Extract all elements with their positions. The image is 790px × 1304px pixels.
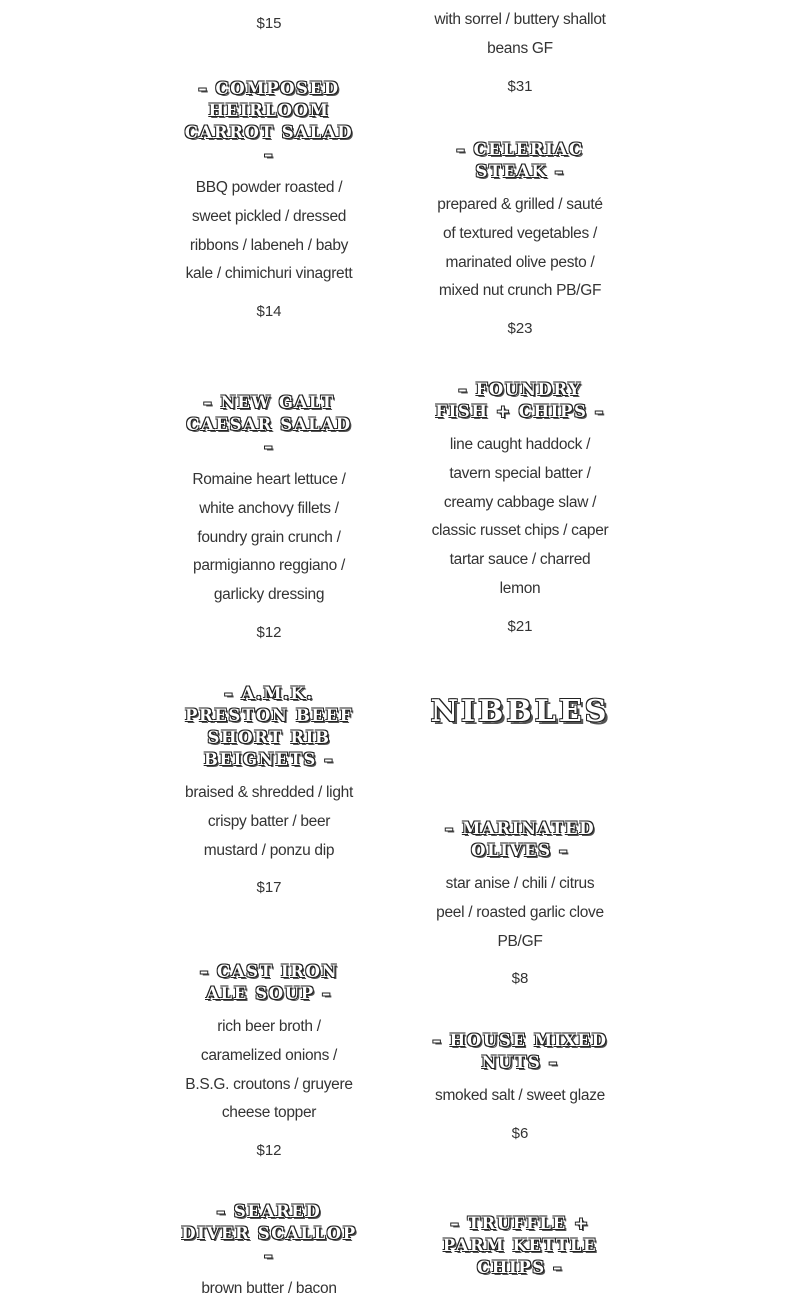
menu-item-carrot-salad — [179, 78, 359, 322]
item-title: – NEW GALT CAESAR SALAD – — [186, 393, 352, 456]
item-description: brown butter / bacon — [201, 1280, 337, 1297]
item-title: – FOUNDRY FISH + CHIPS – — [435, 380, 605, 421]
item-description: prepared & grilled / sauté of textured vegetables / marinated olive pesto / mixed nut crunch PB/GF — [437, 196, 603, 300]
item-price: $21 — [507, 617, 533, 635]
menu-item-partial — [179, 14, 359, 34]
item-price: $15 — [256, 15, 282, 32]
item-description: rich beer broth / caramelized onions / B.S.G. croutons / gruyere cheese topper — [185, 1018, 353, 1122]
item-title: – CELERIAC STEAK – — [456, 140, 584, 181]
item-title: – CAST IRON ALE SOUP – — [199, 962, 339, 1003]
item-description: Romaine heart lettuce / white anchovy fillets / foundry grain crunch / parmigianno reggiano / garlicky dressing — [192, 471, 346, 604]
menu-item-short-rib-beignets — [179, 683, 359, 898]
menu-item-celeriac-steak — [430, 139, 610, 339]
item-price: $8 — [511, 970, 529, 988]
item-price: $31 — [507, 77, 533, 95]
item-price: $12 — [256, 623, 282, 641]
menu-item-partial — [430, 6, 610, 97]
item-price: $23 — [507, 320, 533, 338]
section-heading: NIBBLES — [430, 694, 610, 729]
item-title: – COMPOSED HEIRLOOM CARROT SALAD – — [184, 79, 354, 164]
item-description: smoked salt / sweet glaze — [435, 1087, 605, 1104]
item-description: braised & shredded / light crispy batter / beer mustard / ponzu dip — [185, 784, 353, 859]
section-nibbles — [430, 692, 610, 732]
menu-item-caesar-salad — [179, 392, 359, 643]
item-description: star anise / chili / citrus peel / roasted garlic clove PB/GF — [436, 875, 604, 950]
menu-item-mixed-nuts — [430, 1030, 610, 1144]
item-title: – TRUFFLE + PARM KETTLE CHIPS – — [442, 1214, 598, 1277]
item-price: $6 — [511, 1124, 529, 1142]
item-title: – MARINATED OLIVES – — [444, 819, 596, 860]
item-description: with sorrel / buttery shallot beans GF — [434, 11, 606, 57]
item-price: $17 — [256, 879, 282, 897]
item-title: – SEARED DIVER SCALLOP – — [181, 1202, 357, 1265]
menu-item-fish-chips — [430, 379, 610, 637]
item-description: BBQ powder roasted / sweet pickled / dressed ribbons / labeneh / baby kale / chimichuri vinagrett — [185, 179, 353, 283]
item-title: – HOUSE MIXED NUTS – — [432, 1031, 608, 1072]
item-price: $14 — [256, 303, 282, 321]
menu-item-ale-soup — [179, 961, 359, 1161]
item-price: $12 — [256, 1142, 282, 1160]
menu-item-kettle-chips — [430, 1213, 610, 1279]
item-description: line caught haddock / tavern special batter / creamy cabbage slaw / classic russet chips / caper tartar sauce / charred lemon — [431, 436, 609, 597]
item-title: – A.M.K. PRESTON BEEF SHORT RIB BEIGNETS – — [184, 684, 354, 769]
menu-item-diver-scallop — [179, 1201, 359, 1304]
menu-item-marinated-olives — [430, 818, 610, 989]
